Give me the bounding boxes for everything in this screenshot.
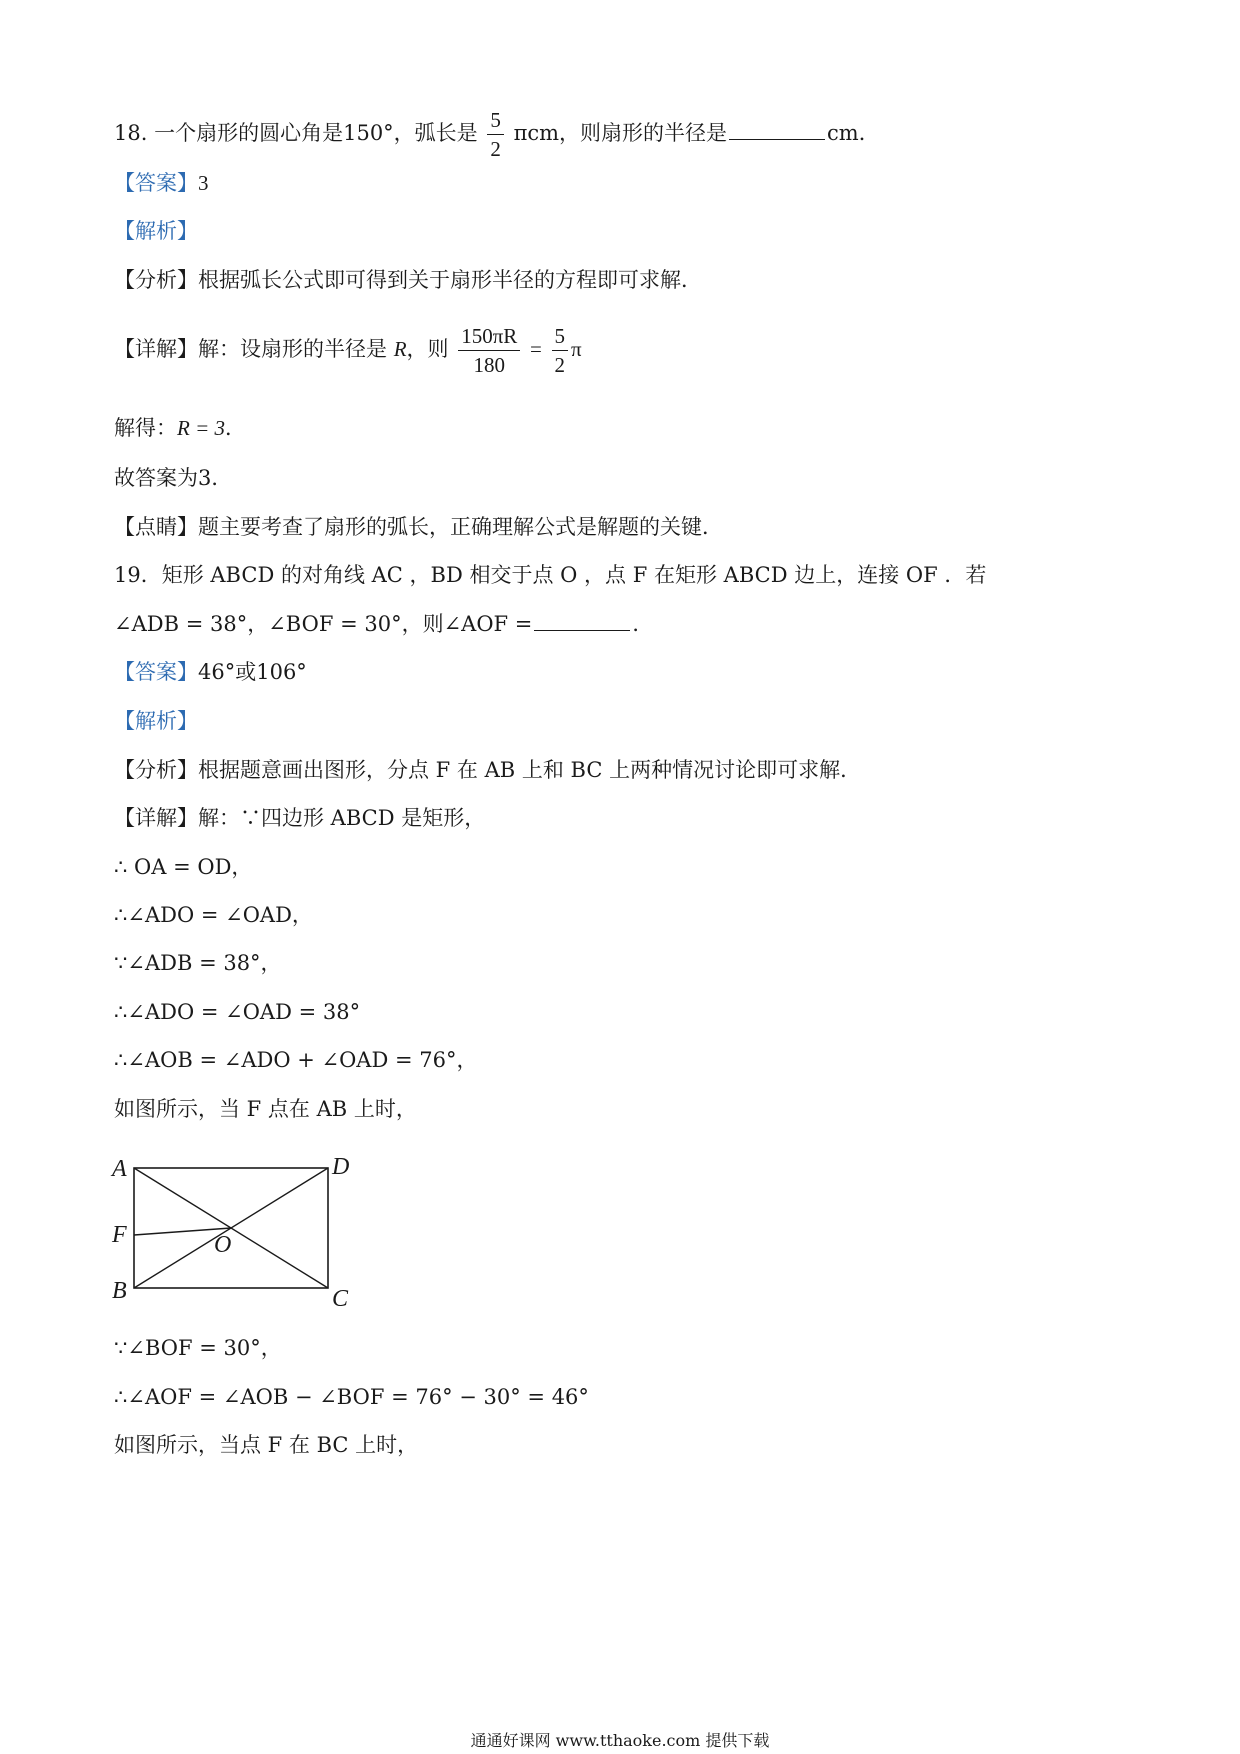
q18-fenxi-text: 根据弧长公式即可得到关于扇形半径的方程即可求解． [198,268,702,292]
label-c: C [332,1286,349,1312]
q18-text2: πcm，则扇形的半径是 [513,121,728,145]
q19-case1: 如图所示，当 F 点在 AB 上时， [114,1097,417,1121]
q18-text1: 一个扇形的圆心角是150°，弧长是 [154,121,478,145]
q18-frac-den: 2 [490,137,501,161]
q18-xiangjie [114,322,582,379]
q19-question-line2 [114,609,653,639]
q19-line2-b: ． [632,612,654,636]
q18-eq-left-fraction [458,322,520,379]
label-f: F [112,1222,127,1248]
page-footer: 通通好课网 www.tthaoke.com 提供下载 [470,1731,770,1750]
q19-step: ∴∠ADO = ∠OAD， [114,903,313,927]
q19-fenxi-text: 根据题意画出图形，分点 F 在 AB 上和 BC 上两种情况讨论即可求解． [198,758,862,782]
q18-text3: cm． [827,121,880,145]
q18-eq-den: 180 [473,353,505,377]
q18-xiangjie-label: 【详解】 [114,337,198,361]
q19-xiangjie-label: 【详解】 [114,806,198,830]
q19-after2: ∴∠AOF = ∠AOB − ∠BOF = 76° − 30° = 46° [114,1385,589,1409]
q19-step: ∴∠ADO = ∠OAD = 38° [114,1000,361,1024]
q19-case2: 如图所示，当点 F 在 BC 上时， [114,1433,419,1457]
q18-question [114,106,880,163]
q18-eq-pi: π [571,337,582,361]
label-b: B [112,1278,127,1304]
rectangle-figure [110,1148,370,1318]
q19-answer-label: 【答案】 [114,660,198,684]
q18-jiede-eq: R = 3 [177,416,225,440]
q19-fenxi [114,755,861,785]
q19-step: ∵∠ADB = 38°， [114,951,282,975]
q19-line2-a: ∠ADB = 38°，∠BOF = 30°，则∠AOF = [114,612,533,636]
q19-fenxi-label: 【分析】 [114,758,198,782]
q19-jiexi-label: 【解析】 [114,709,198,733]
q18-eq-rnum: 5 [552,322,569,351]
q18-guda: 故答案为3． [114,466,233,490]
q18-fenxi-label: 【分析】 [114,268,198,292]
q18-dianjing-label: 【点睛】 [114,515,198,539]
q18-answer-label: 【答案】 [114,171,198,195]
label-o: O [214,1232,232,1258]
q19-answer [114,657,307,687]
q18-dianjing-text: 题主要考查了扇形的弧长，正确理解公式是解题的关键． [198,515,723,539]
q19-question-line1: 19．矩形 ABCD 的对角线 AC ，BD 相交于点 O ，点 F 在矩形 ABCD 边上，连接 OF ．若 [114,563,987,587]
q18-eq-num: 150πR [458,322,520,351]
label-d: D [332,1154,350,1180]
q18-eq-rden: 2 [554,353,566,377]
q18-answer-value: 3 [198,171,209,195]
q19-xiangjie [114,803,485,833]
q18-frac-num: 5 [487,106,504,135]
q18-fraction [487,106,504,163]
q18-comma-ze: ，则 [406,337,449,361]
q18-answer [114,168,209,198]
q18-eq-right-fraction [552,322,569,379]
q18-eq-mid: = [530,337,542,361]
q19-step: ∴∠AOB = ∠ADO + ∠OAD = 76°， [114,1048,478,1072]
q19-after1: ∵∠BOF = 30°， [114,1336,282,1360]
q19-xiangjie-text: 解：∵四边形 ABCD 是矩形， [198,806,486,830]
q18-number: 18. [114,121,148,145]
q18-var-r: R [393,337,407,361]
label-a: A [112,1156,127,1182]
q18-jiede-end: ． [225,416,246,440]
q19-step: ∴ OA = OD， [114,855,253,879]
q19-answer-blank [534,610,630,631]
q18-jiexi-label: 【解析】 [114,219,198,243]
q18-jiede-label: 解得： [114,416,177,440]
q19-answer-value: 46°或106° [198,660,307,684]
q18-xiangjie-text: 解：设扇形的半径是 [198,337,387,361]
q18-jiede [114,413,246,443]
q18-dianjing [114,512,723,542]
q18-answer-blank [729,119,825,140]
q18-fenxi [114,265,702,295]
